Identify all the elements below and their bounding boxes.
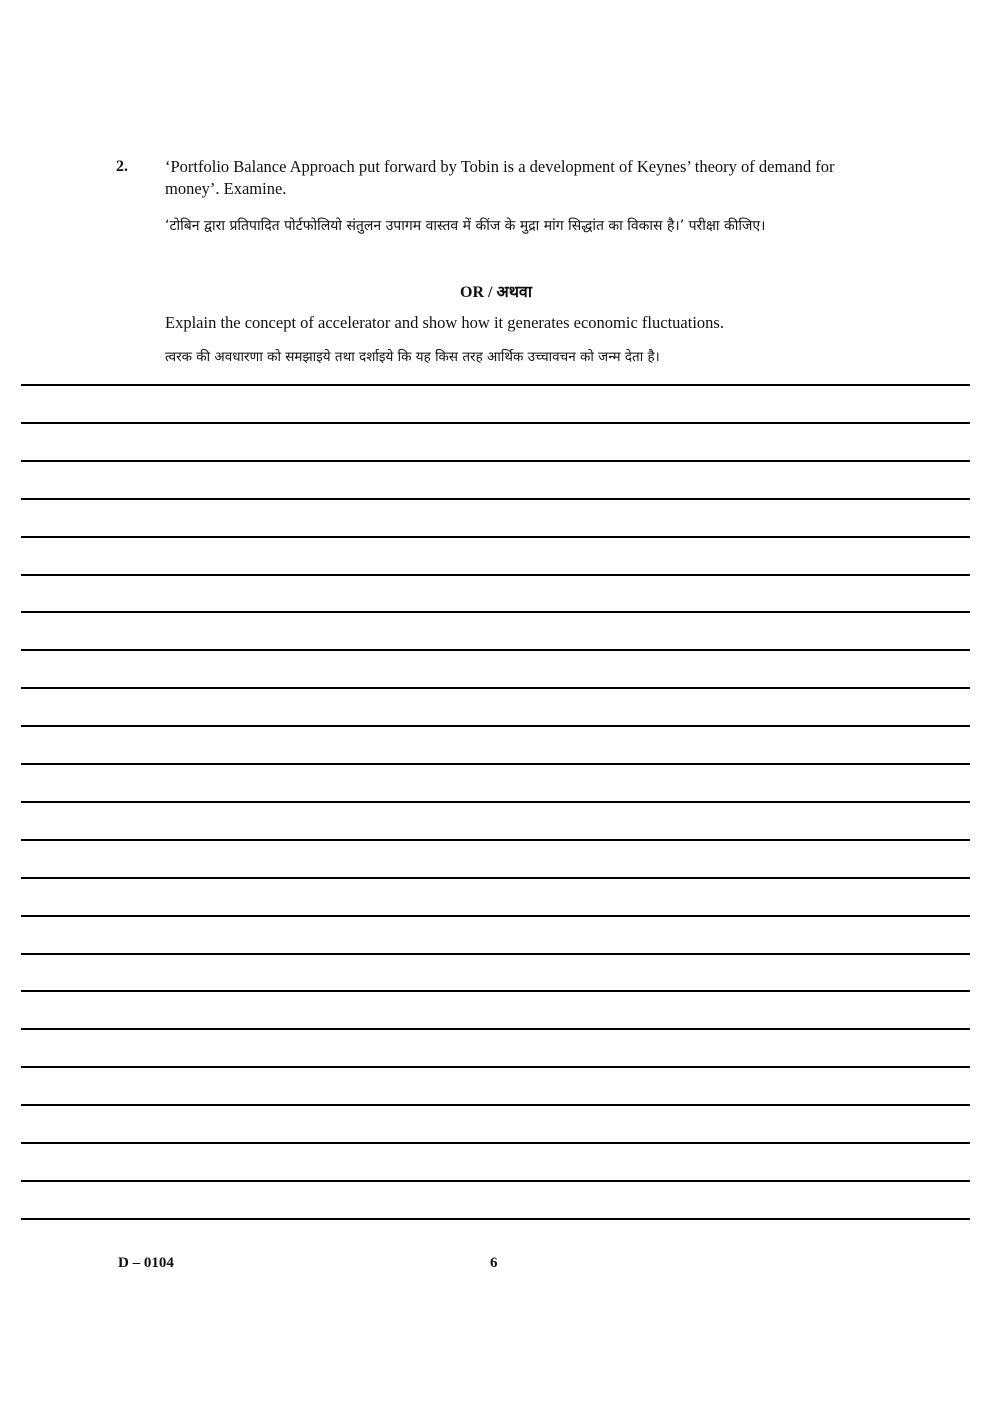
alternative-question-english: Explain the concept of accelerator and show how it generates economic fluctuations. — [165, 313, 724, 332]
question-text-hindi: ‘टोबिन द्वारा प्रतिपादित पोर्टफोलियो संतुलन उपागम वास्तव में कींज के मुद्रा मांग सिद्धांत का विकास है।’ परीक्षा कीजिए। — [165, 218, 766, 234]
answer-line — [21, 725, 970, 727]
answer-line — [21, 498, 970, 500]
answer-line — [21, 422, 970, 424]
question-number: 2. — [116, 158, 128, 175]
answer-line — [21, 1028, 970, 1030]
answer-line — [21, 1180, 970, 1182]
answer-line — [21, 687, 970, 689]
answer-lines[interactable] — [21, 384, 970, 1224]
answer-line — [21, 460, 970, 462]
answer-line — [21, 1104, 970, 1106]
answer-line — [21, 877, 970, 879]
answer-line — [21, 915, 970, 917]
answer-line — [21, 839, 970, 841]
footer-page-number: 6 — [490, 1255, 498, 1271]
alternative-question-hindi: त्वरक की अवधारणा को समझाइये तथा दर्शाइये कि यह किस तरह आर्थिक उच्चावचन को जन्म देता है। — [165, 349, 660, 365]
answer-line — [21, 536, 970, 538]
answer-line — [21, 649, 970, 651]
answer-line — [21, 574, 970, 576]
answer-line — [21, 611, 970, 613]
answer-line — [21, 384, 970, 386]
answer-line — [21, 1218, 970, 1220]
answer-line — [21, 990, 970, 992]
answer-line — [21, 763, 970, 765]
answer-line — [21, 953, 970, 955]
answer-line — [21, 1066, 970, 1068]
or-separator: OR / अथवा — [460, 284, 532, 301]
question-text-english: ‘Portfolio Balance Approach put forward by Tobin is a development of Keynes’ theory of demand for money’. Examine. — [165, 157, 835, 198]
footer-paper-code: D – 0104 — [118, 1255, 174, 1271]
answer-line — [21, 801, 970, 803]
answer-line — [21, 1142, 970, 1144]
